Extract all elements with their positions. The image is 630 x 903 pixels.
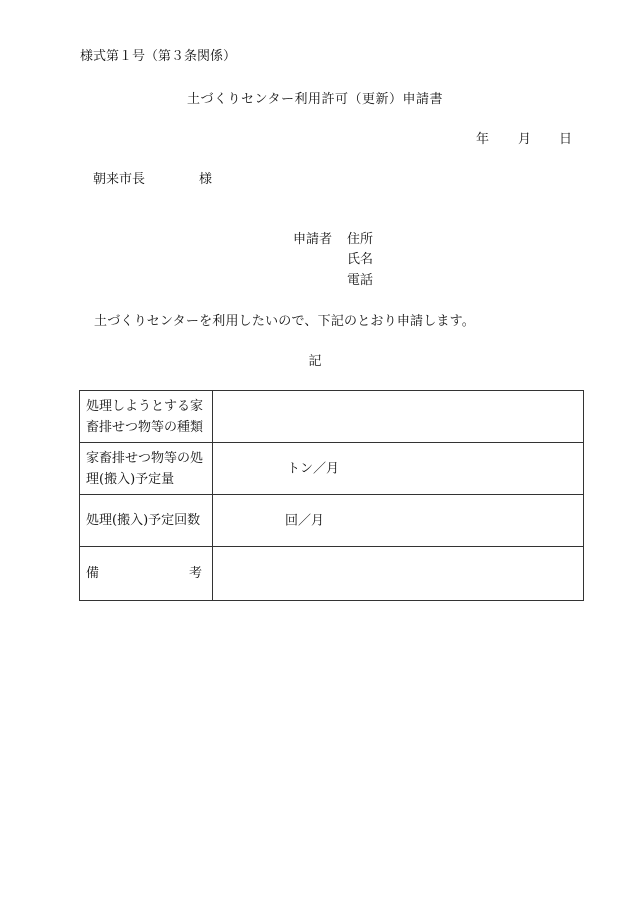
planned-amount-label: 家畜排せつ物等の処理(搬入)予定量 [80, 443, 213, 495]
waste-type-label: 処理しようとする家畜排せつ物等の種類 [80, 391, 213, 443]
date-day-label: 日 [559, 132, 573, 147]
date-month-label: 月 [518, 132, 532, 147]
planned-times-field[interactable] [213, 495, 584, 547]
remarks-label-left: 備 [86, 566, 100, 581]
table-row-planned-times [80, 495, 584, 547]
planned-amount-field[interactable] [213, 443, 584, 495]
planned-amount-unit: トン／月 [287, 461, 340, 476]
notation-heading: 記 [308, 354, 322, 369]
planned-times-unit: 回／月 [285, 513, 325, 528]
addressee-honorific: 様 [199, 172, 213, 187]
remarks-label-right: 考 [188, 566, 202, 581]
application-table [79, 390, 584, 601]
form-number: 様式第１号（第３条関係） [80, 49, 237, 64]
table-row-planned-amount [80, 443, 584, 495]
applicant-phone-label: 電話 [347, 273, 374, 288]
applicant-label: 申請者 [293, 232, 333, 247]
document-title: 土づくりセンター利用許可（更新）申請書 [187, 92, 443, 107]
applicant-address-label: 住所 [347, 232, 374, 247]
body-text: 土づくりセンターを利用したいので、下記のとおり申請します。 [94, 314, 475, 329]
table-row-waste-type [80, 391, 584, 443]
date-year-label: 年 [476, 132, 490, 147]
table-row-remarks [80, 547, 584, 601]
applicant-name-label: 氏名 [347, 252, 374, 267]
addressee-name: 朝来市長 [93, 172, 146, 187]
planned-times-label: 処理(搬入)予定回数 [80, 495, 213, 547]
remarks-field[interactable] [213, 547, 584, 601]
waste-type-field[interactable] [213, 391, 584, 443]
remarks-label [80, 547, 213, 601]
